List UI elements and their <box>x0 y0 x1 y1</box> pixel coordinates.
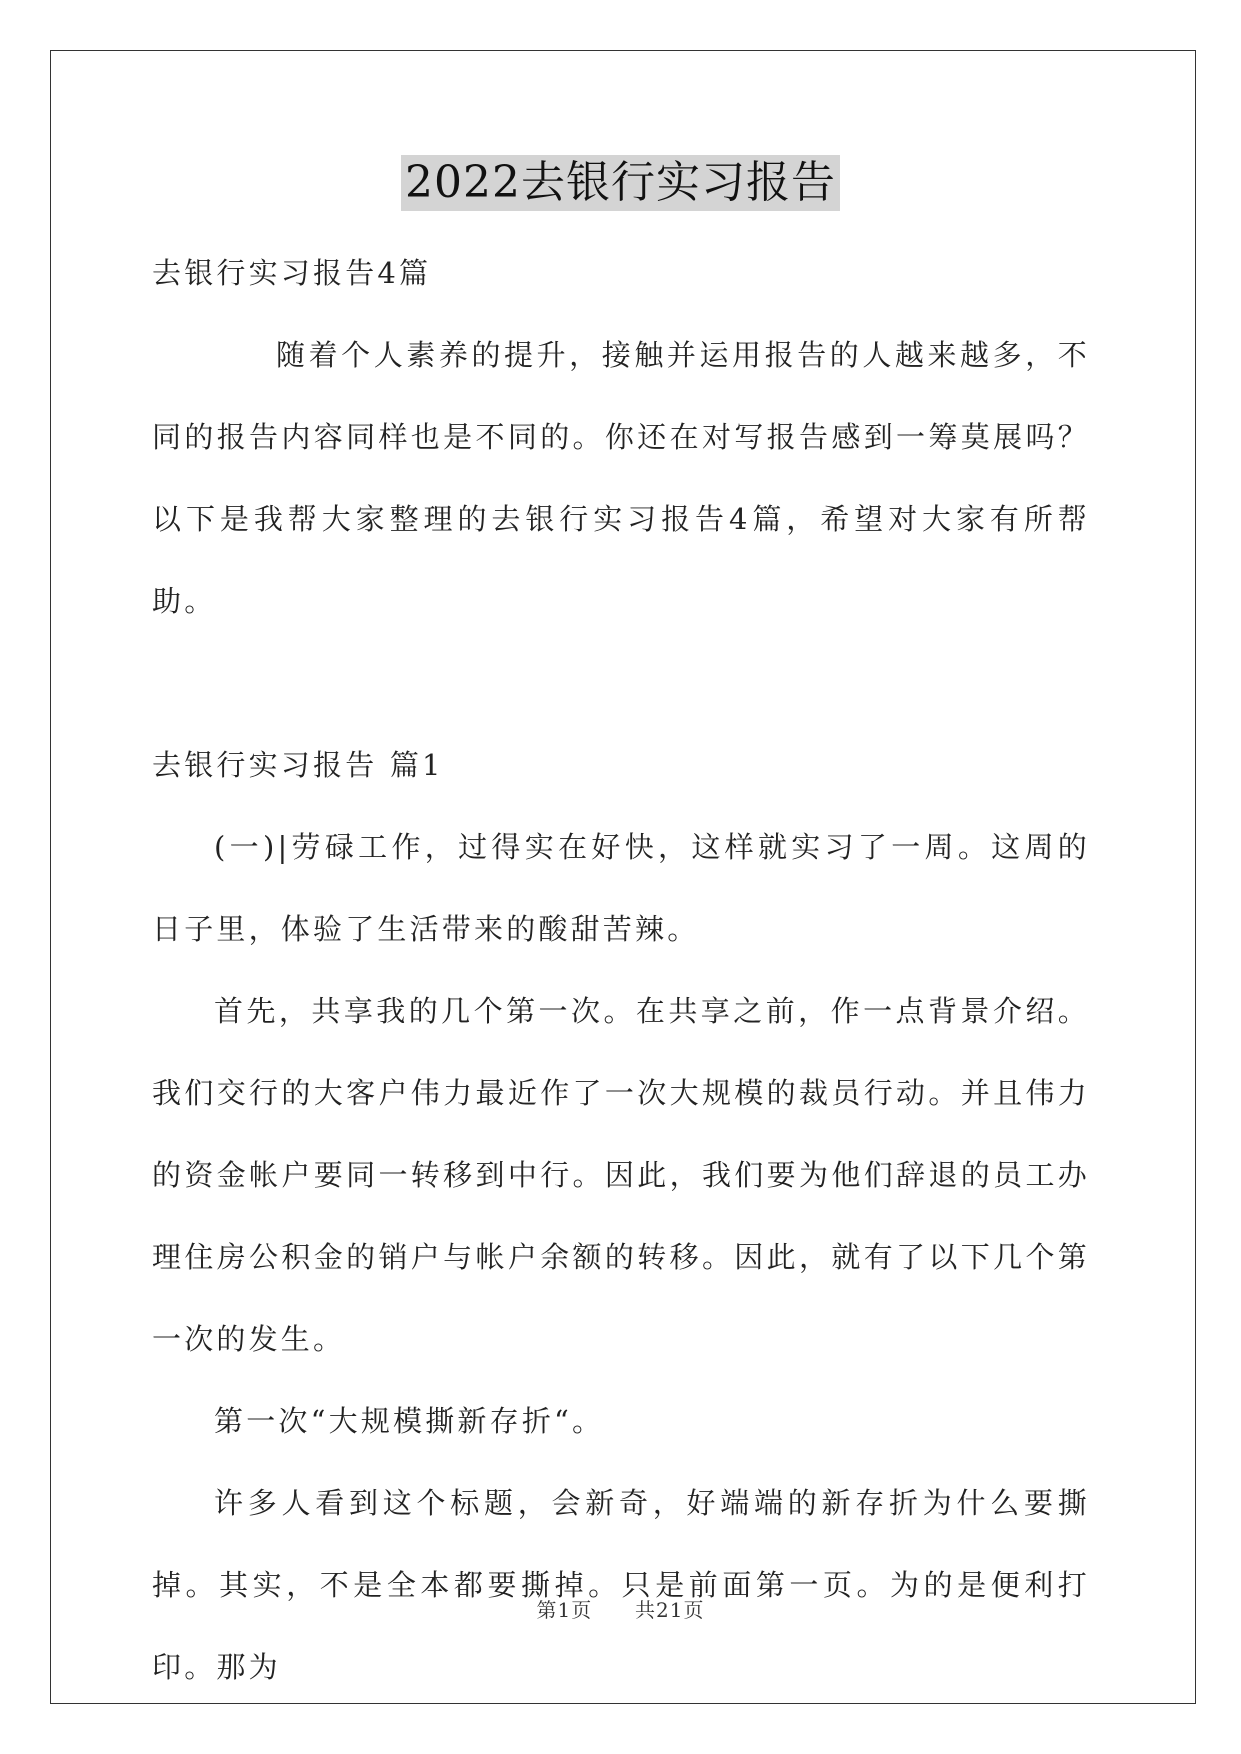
document-body <box>152 232 1090 1708</box>
body-paragraph: 第一次“大规模撕新存折“。 <box>214 1404 605 1438</box>
title-container <box>0 155 1241 211</box>
paragraph-spacer <box>152 642 1090 724</box>
body-paragraph: 首先，共享我的几个第一次。在共享之前，作一点背景介绍。我们交行的大客户伟力最近作了一次大规模的裁员行动。并且伟力的资金帐户要同一转移到中行。因此，我们要为他们辞退的员工办理住房公积金的销户与帐户余额的转移。因此，就有了以下几个第一次的发生。 <box>152 994 1090 1356</box>
body-paragraph: 许多人看到这个标题，会新奇，好端端的新存折为什么要撕掉。其实，不是全本都要撕掉。只是前面第一页。为的是便利打印。那为 <box>152 1486 1090 1684</box>
document-title: 2022去银行实习报告 <box>401 155 840 211</box>
intro-paragraph: 随着个人素养的提升，接触并运用报告的人越来越多，不同的报告内容同样也是不同的。你还在对写报告感到一筹莫展吗？以下是我帮大家整理的去银行实习报告4篇，希望对大家有所帮助。 <box>152 338 1090 618</box>
page-number: 第1页 <box>536 1598 593 1622</box>
body-paragraph: (一)|劳碌工作，过得实在好快，这样就实习了一周。这周的日子里，体验了生活带来的酸甜苦辣。 <box>152 830 1090 946</box>
section-heading: 去银行实习报告 篇1 <box>152 748 444 782</box>
page-total: 共21页 <box>635 1598 705 1622</box>
page-footer <box>0 1594 1241 1623</box>
document-subtitle: 去银行实习报告4篇 <box>152 256 432 290</box>
